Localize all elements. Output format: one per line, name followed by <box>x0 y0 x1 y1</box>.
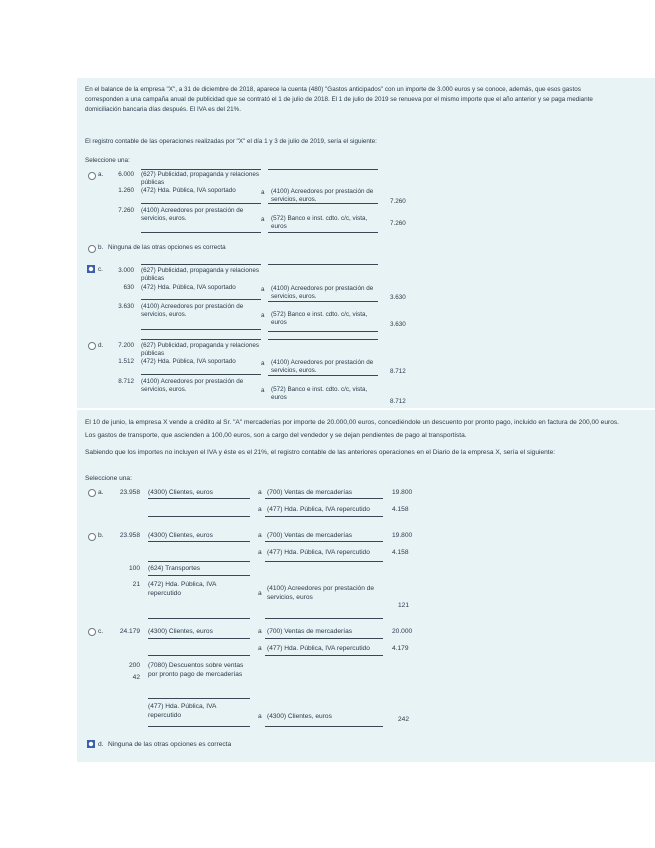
credit-a: a <box>258 590 262 597</box>
debit-amount: 7.200 <box>118 342 134 349</box>
credit-account: (477) Hda. Pública, IVA repercutido <box>267 645 370 652</box>
credit-a: a <box>258 532 262 539</box>
journal-line <box>148 655 250 656</box>
debit-amount: 23.958 <box>119 489 140 496</box>
debit-amount: 7.260 <box>118 207 134 214</box>
q1-option-b-letter: b. <box>98 244 104 251</box>
credit-amount: 4.179 <box>392 645 409 652</box>
journal-line <box>148 726 250 727</box>
credit-amount: 3.630 <box>390 294 406 301</box>
journal-line <box>268 331 378 332</box>
journal-line <box>141 264 261 265</box>
journal-line <box>265 541 383 542</box>
q1-option-d-radio[interactable] <box>88 342 96 350</box>
credit-a: a <box>258 713 262 720</box>
credit-a: a <box>258 549 262 556</box>
debit-account: (4300) Clientes, euros <box>148 532 213 539</box>
journal-line <box>148 618 250 619</box>
q2-option-c-radio[interactable] <box>88 628 96 636</box>
credit-account: (4100) Acreedores por prestación de servicios, euros. <box>271 359 374 374</box>
q2-select-label: Seleccione una: <box>85 475 132 482</box>
journal-line <box>268 301 378 302</box>
credit-a: a <box>258 506 262 513</box>
q2-option-b-radio[interactable] <box>88 533 96 541</box>
credit-a: a <box>261 286 265 293</box>
credit-a: a <box>258 628 262 635</box>
debit-account: (472) Hda. Pública, IVA repercutido <box>148 581 217 597</box>
journal-line <box>265 561 383 562</box>
journal-line <box>141 169 261 170</box>
credit-amount: 20.000 <box>392 628 413 635</box>
debit-amount: 1.260 <box>118 187 134 194</box>
credit-account: (700) Ventas de mercaderías <box>267 532 353 539</box>
credit-account: (572) Banco e inst. cdto. c/c, vista, euros <box>271 386 368 401</box>
q1-option-b-text: Ninguna de las otras opciones es correcta <box>108 244 226 251</box>
journal-line <box>265 655 383 656</box>
debit-amount: 42 <box>132 674 140 681</box>
credit-amount: 242 <box>398 716 410 723</box>
q1-intro-line-3: domiciliación bancaria días después. El IVA es del 21%. <box>85 106 241 113</box>
journal-line <box>141 232 261 233</box>
credit-a: a <box>261 216 265 223</box>
debit-amount: 3.630 <box>118 303 134 310</box>
debit-account: (477) Hda. Pública, IVA repercutido <box>148 703 217 719</box>
journal-line <box>265 638 383 639</box>
credit-amount: 8.712 <box>390 398 406 405</box>
q1-option-a-letter: a. <box>98 171 104 178</box>
debit-amount: 3.000 <box>118 267 134 274</box>
journal-line <box>141 203 261 204</box>
journal-line <box>268 203 378 204</box>
debit-amount: 21 <box>132 581 140 588</box>
credit-account: (700) Ventas de mercaderías <box>267 628 353 635</box>
q1-option-d-letter: d. <box>98 342 104 349</box>
journal-line <box>148 638 250 639</box>
q2-option-b-letter: b. <box>98 532 104 539</box>
credit-amount: 4.158 <box>392 549 409 556</box>
debit-amount: 200 <box>128 662 140 669</box>
debit-account: (4300) Clientes, euros <box>148 489 213 496</box>
credit-a: a <box>258 645 262 652</box>
debit-account: (4300) Clientes, euros <box>148 628 213 635</box>
q1-prompt: El registro contable de las operaciones realizadas por "X" el día 1 y 3 de julio de 2019, sería el siguiente: <box>85 138 377 145</box>
credit-amount: 19.800 <box>392 532 413 539</box>
credit-amount: 3.630 <box>390 321 406 328</box>
debit-account: (4100) Acreedores por prestación de servicios, euros. <box>141 378 244 393</box>
journal-line <box>141 374 261 375</box>
q1-intro-line-1: En el balance de la empresa "X", a 31 de diciembre de 2018, aparece la cuenta (480) "Gastos anticipados" con un importe de 3.000 euros y se conoce, además, que esos gastos <box>85 86 581 93</box>
debit-account: (7080) Descuentos sobre ventas por pronto pago de mercaderías <box>148 662 244 678</box>
debit-account: (4100) Acreedores por prestación de servicios, euros. <box>141 303 244 318</box>
credit-amount: 7.260 <box>390 220 406 227</box>
journal-line <box>148 561 250 562</box>
debit-account: (627) Publicidad, propaganda y relaciones públicas <box>141 342 259 357</box>
journal-line <box>265 498 383 499</box>
q1-option-a-radio[interactable] <box>88 172 96 180</box>
credit-account: (572) Banco e inst. cdto. c/c, vista, euros <box>271 215 368 230</box>
journal-line <box>148 698 250 699</box>
credit-account: (700) Ventas de mercaderías <box>267 489 353 496</box>
q2-option-d-text: Ninguna de las otras opciones es correcta <box>108 741 232 748</box>
journal-line <box>141 339 261 340</box>
q2-option-d-letter: d. <box>98 741 104 748</box>
credit-amount: 4.158 <box>392 506 409 513</box>
debit-account: (472) Hda. Pública, IVA soportado <box>141 284 236 291</box>
debit-amount: 23.958 <box>119 532 140 539</box>
debit-amount: 24.179 <box>119 628 140 635</box>
credit-account: (4300) Clientes, euros <box>267 713 332 720</box>
credit-account: (4100) Acreedores por prestación de servicios, euros. <box>271 188 374 203</box>
debit-account: (472) Hda. Pública, IVA soportado <box>141 187 236 194</box>
journal-line <box>141 299 261 300</box>
journal-line <box>148 541 250 542</box>
credit-account: (4100) Acreedores por prestación de servicios, euros. <box>271 285 374 300</box>
credit-account: (572) Banco e inst. cdto. c/c, vista, euros <box>271 311 368 326</box>
journal-line <box>265 516 383 517</box>
credit-account: (4100) Acreedores por prestación de servicios, euros <box>267 585 375 601</box>
credit-a: a <box>261 387 265 394</box>
journal-line <box>141 329 261 330</box>
debit-amount: 630 <box>123 284 134 291</box>
credit-a: a <box>261 189 265 196</box>
debit-amount: 1.512 <box>118 358 134 365</box>
debit-amount: 8.712 <box>118 378 134 385</box>
credit-amount: 7.260 <box>390 198 406 205</box>
credit-a: a <box>261 360 265 367</box>
q2-intro-line-2: Los gastos de transporte, que ascienden a 100,00 euros, son a cargo del vendedor y se dejan pendientes de pago al transportista. <box>85 432 467 439</box>
selected-radio-icon[interactable] <box>87 265 95 273</box>
credit-a: a <box>258 489 262 496</box>
q2-intro-line-1: El 10 de junio, la empresa X vende a crédito al Sr. "A" mercaderías por importe de 20.000,00 euros, concediéndole un descuento por pronto pago, incluido en factura de 200,00 euros. <box>85 419 619 426</box>
journal-line <box>268 339 378 340</box>
credit-amount: 19.800 <box>392 489 413 496</box>
q1-option-c-letter: c. <box>98 266 103 273</box>
selected-radio-icon[interactable] <box>87 740 95 748</box>
q1-intro-line-2: corresponden a una campaña anual de publicidad que se contrató el 1 de julio de 2018. El 1 de julio de 2019 se renueva por el mismo importe que el año anterior y se paga mediante <box>85 96 593 103</box>
journal-line <box>265 618 383 619</box>
debit-amount: 6.000 <box>118 171 134 178</box>
credit-amount: 121 <box>398 602 410 609</box>
credit-amount: 8.712 <box>390 368 406 375</box>
credit-account: (477) Hda. Pública, IVA repercutido <box>267 506 370 513</box>
q2-option-c-letter: c. <box>98 628 104 635</box>
credit-a: a <box>261 312 265 319</box>
credit-account: (477) Hda. Pública, IVA repercutido <box>267 549 370 556</box>
journal-line <box>268 232 378 233</box>
journal-line <box>265 726 383 727</box>
debit-account: (627) Publicidad, propaganda y relaciones públicas <box>141 171 259 186</box>
q2-prompt: Sabiendo que los importes no incluyen el IVA y éste es el 21%, el registro contable de las anteriores operaciones en el Diario de la empresa X, sería el siguiente: <box>85 449 556 456</box>
journal-line <box>148 516 250 517</box>
journal-line <box>148 498 250 499</box>
journal-line <box>268 375 378 376</box>
debit-account: (4100) Acreedores por prestación de servicios, euros. <box>141 207 244 222</box>
debit-account: (624) Transportes <box>148 565 201 572</box>
q1-select-label: Seleccione una: <box>85 157 130 164</box>
journal-line <box>148 575 250 576</box>
debit-account: (627) Publicidad, propaganda y relaciones públicas <box>141 267 259 282</box>
q2-option-a-radio[interactable] <box>88 489 96 497</box>
q1-option-b-radio[interactable] <box>88 245 96 253</box>
q2-option-a-letter: a. <box>98 489 104 496</box>
debit-amount: 100 <box>128 565 140 572</box>
journal-line <box>268 169 378 170</box>
journal-line <box>268 264 378 265</box>
debit-account: (472) Hda. Pública, IVA soportado <box>141 358 236 365</box>
